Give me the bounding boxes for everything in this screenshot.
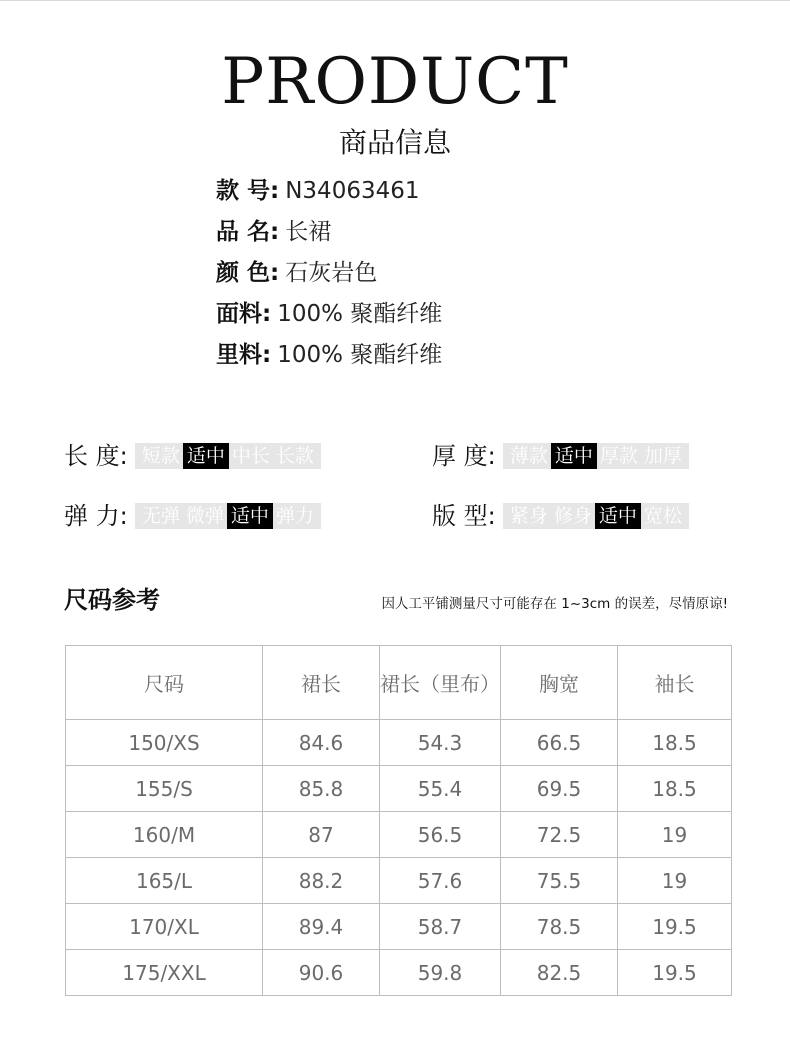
- scale-option: 厚款: [599, 445, 638, 467]
- scale-option: 微弹: [185, 505, 224, 527]
- top-divider: [0, 0, 790, 1]
- size-chart-title: 尺码参考: [64, 586, 160, 614]
- table-cell: 175/XXL: [66, 950, 263, 996]
- scale-option: 薄款: [509, 445, 548, 467]
- scale-option: 宽松: [643, 505, 682, 527]
- info-row-fabric: [216, 296, 442, 337]
- size-table: [65, 645, 732, 996]
- attribute-scale: [503, 503, 689, 529]
- table-cell: 78.5: [501, 904, 618, 950]
- table-cell: 88.2: [263, 858, 380, 904]
- table-cell: 85.8: [263, 766, 380, 812]
- scale-option-selected: 适中: [551, 443, 597, 469]
- table-row: [66, 766, 732, 812]
- table-cell: 82.5: [501, 950, 618, 996]
- info-label: 款 号:: [216, 178, 280, 204]
- attribute-fit: [432, 501, 689, 531]
- table-cell: 87: [263, 812, 380, 858]
- table-row: [66, 904, 732, 950]
- attribute-scale: [135, 503, 321, 529]
- table-cell: 69.5: [501, 766, 618, 812]
- scale-option-selected: 适中: [183, 443, 229, 469]
- scale-option: 弹力: [275, 505, 314, 527]
- table-cell: 66.5: [501, 720, 618, 766]
- info-row-color: [216, 255, 442, 296]
- info-label: 颜 色:: [216, 260, 280, 286]
- table-cell: 19: [618, 812, 732, 858]
- page-subtitle: 商品信息: [338, 126, 451, 159]
- scale-option: 无弹: [141, 505, 180, 527]
- info-value: 100% 聚酯纤维: [277, 342, 443, 368]
- table-cell: 18.5: [618, 720, 732, 766]
- scale-option: 修身: [553, 505, 592, 527]
- table-cell: 57.6: [380, 858, 501, 904]
- attribute-thickness: [432, 441, 689, 471]
- product-info: [216, 173, 442, 378]
- table-cell: 90.6: [263, 950, 380, 996]
- attribute-label: 版 型:: [432, 502, 496, 530]
- table-cell: 170/XL: [66, 904, 263, 950]
- table-row: [66, 720, 732, 766]
- info-value: N34063461: [285, 178, 420, 204]
- scale-option: 加厚: [643, 445, 682, 467]
- info-label: 里料:: [216, 342, 272, 368]
- column-header: 胸宽: [501, 646, 618, 720]
- info-row-product-name: [216, 214, 442, 255]
- column-header: 袖长: [618, 646, 732, 720]
- table-cell: 54.3: [380, 720, 501, 766]
- size-chart-note: 因人工平铺测量尺寸可能存在 1~3cm 的误差，尽情原谅!: [381, 596, 728, 612]
- table-row: [66, 858, 732, 904]
- attribute-scale: [503, 443, 689, 469]
- table-cell: 150/XS: [66, 720, 263, 766]
- info-row-lining: [216, 337, 442, 378]
- attribute-label: 弹 力:: [64, 502, 128, 530]
- table-cell: 72.5: [501, 812, 618, 858]
- table-cell: 59.8: [380, 950, 501, 996]
- table-cell: 56.5: [380, 812, 501, 858]
- table-cell: 55.4: [380, 766, 501, 812]
- info-value: 长裙: [285, 219, 332, 245]
- attribute-elasticity: [64, 501, 321, 531]
- column-header: 裙长: [263, 646, 380, 720]
- scale-option: 紧身: [509, 505, 548, 527]
- attribute-label: 长 度:: [64, 442, 128, 470]
- page-title: PRODUCT: [221, 45, 569, 119]
- info-row-style-number: [216, 173, 442, 214]
- column-header: 裙长（里布）: [380, 646, 501, 720]
- scale-option: 长款: [275, 445, 314, 467]
- table-header-row: [66, 646, 732, 720]
- scale-option: 短款: [141, 445, 180, 467]
- info-label: 面料:: [216, 301, 272, 327]
- table-cell: 165/L: [66, 858, 263, 904]
- attribute-length: [64, 441, 321, 471]
- info-value: 石灰岩色: [285, 260, 378, 286]
- table-row: [66, 950, 732, 996]
- table-row: [66, 812, 732, 858]
- table-cell: 18.5: [618, 766, 732, 812]
- info-label: 品 名:: [216, 219, 280, 245]
- table-cell: 160/M: [66, 812, 263, 858]
- table-cell: 19.5: [618, 950, 732, 996]
- attribute-label: 厚 度:: [432, 442, 496, 470]
- table-cell: 58.7: [380, 904, 501, 950]
- scale-option-selected: 适中: [227, 503, 273, 529]
- scale-option: 中长: [231, 445, 270, 467]
- scale-option-selected: 适中: [595, 503, 641, 529]
- table-cell: 89.4: [263, 904, 380, 950]
- table-cell: 75.5: [501, 858, 618, 904]
- column-header: 尺码: [66, 646, 263, 720]
- table-cell: 19: [618, 858, 732, 904]
- table-cell: 155/S: [66, 766, 263, 812]
- attribute-scale: [135, 443, 321, 469]
- info-value: 100% 聚酯纤维: [277, 301, 443, 327]
- table-cell: 19.5: [618, 904, 732, 950]
- table-cell: 84.6: [263, 720, 380, 766]
